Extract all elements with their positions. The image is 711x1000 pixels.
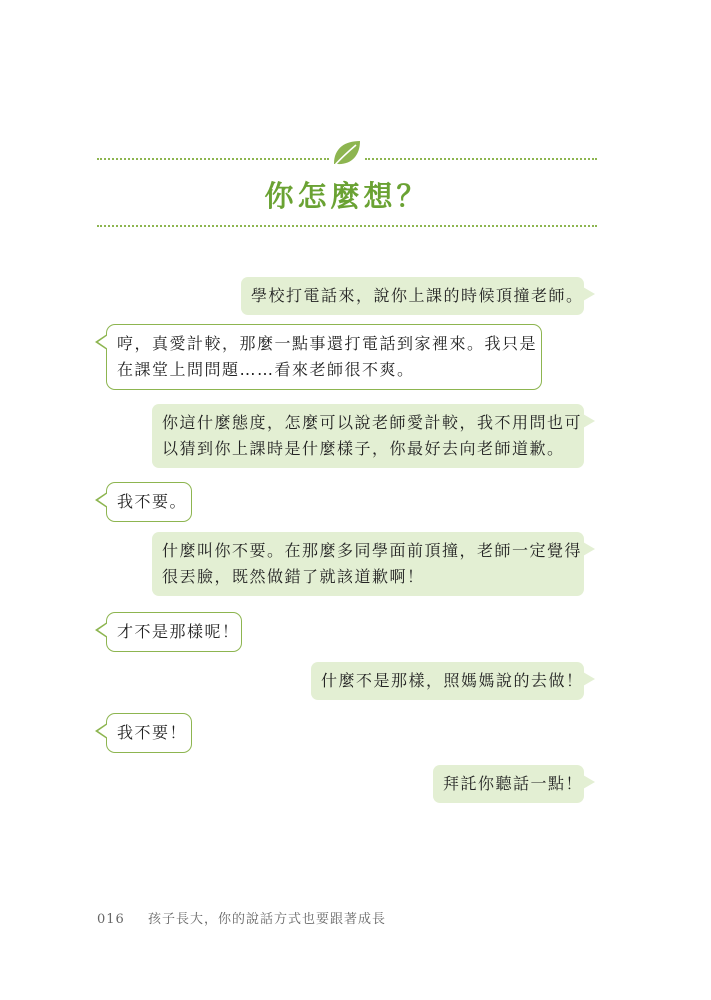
message-bubble-parent xyxy=(152,404,584,468)
message-bubble-parent xyxy=(152,532,584,596)
message-line: 哼，真愛計較，那麼一點事還打電話到家裡來。我只是 xyxy=(117,334,538,353)
message-bubble-child xyxy=(106,482,192,522)
dotted-divider-right xyxy=(365,158,597,160)
message-bubble-parent xyxy=(433,765,584,803)
section-header xyxy=(97,138,597,233)
message-line: 什麼不是那樣，照媽媽說的去做！ xyxy=(321,671,584,690)
message-line: 你這什麼態度，怎麼可以說老師愛計較，我不用問也可 xyxy=(162,413,583,432)
dotted-divider-bottom xyxy=(97,225,597,227)
message-line: 什麼叫你不要。在那麼多同學面前頂撞，老師一定覺得 xyxy=(162,541,583,560)
message-line: 我不要！ xyxy=(117,723,188,742)
page-title: 你怎麼想？ xyxy=(264,179,430,213)
message-line: 我不要。 xyxy=(117,492,188,511)
message-bubble-parent xyxy=(241,277,584,315)
message-bubble-child xyxy=(106,324,542,390)
running-title: 孩子長大，你的說話方式也要跟著成長 xyxy=(147,912,386,927)
message-bubble-parent xyxy=(311,662,584,700)
message-line: 以猜到你上課時是什麼樣子，你最好去向老師道歉。 xyxy=(162,439,565,458)
message-line: 拜託你聽話一點！ xyxy=(443,774,584,793)
message-bubble-child xyxy=(106,713,192,753)
page-number: 016 xyxy=(97,912,125,927)
message-line: 在課堂上問問題……看來老師很不爽。 xyxy=(117,360,415,379)
message-bubble-child xyxy=(106,612,242,652)
leaf-icon xyxy=(331,138,363,168)
message-line: 學校打電話來，說你上課的時候頂撞老師。 xyxy=(251,286,584,305)
message-line: 很丟臉，既然做錯了就該道歉啊！ xyxy=(162,567,425,586)
page-footer xyxy=(97,908,386,927)
message-line: 才不是那樣呢！ xyxy=(117,622,240,641)
dotted-divider-left xyxy=(97,158,329,160)
